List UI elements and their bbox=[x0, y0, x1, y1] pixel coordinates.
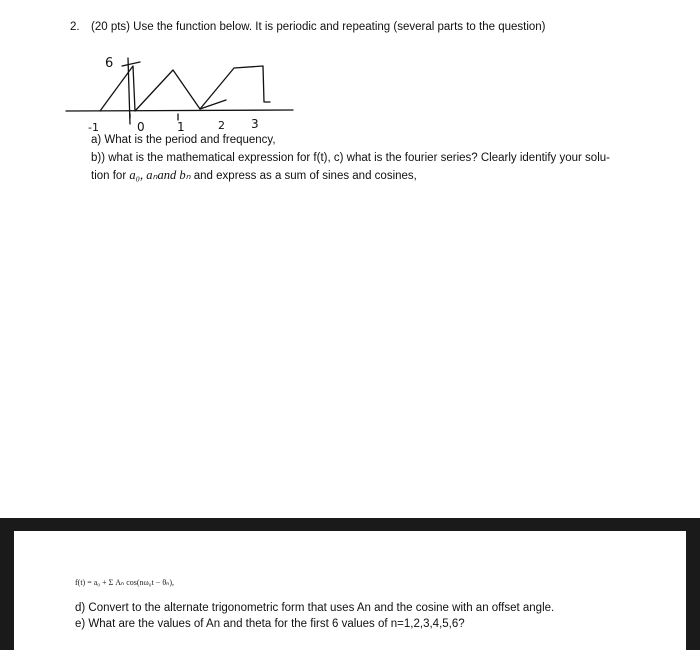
fourier-formula: f(t) = a₀ + Σ Aₙ cos(nω₀t − θₙ), bbox=[75, 578, 174, 587]
x-tick-0: 0 bbox=[137, 120, 145, 134]
dark-margin-right bbox=[686, 518, 700, 650]
coefficients-math: a₀, aₙand bₙ bbox=[129, 168, 191, 182]
part-a-text: a) What is the period and frequency, bbox=[91, 134, 276, 146]
part-b-text-line2 bbox=[91, 167, 417, 183]
part-d-text: d) Convert to the alternate trigonometric form that uses An and the cosine with an offset angle. bbox=[75, 602, 555, 614]
document-page-bottom bbox=[14, 531, 686, 650]
part-e-text: e) What are the values of An and theta for the first 6 values of n=1,2,3,4,5,6? bbox=[75, 618, 465, 630]
part-b-post: and express as a sum of sines and cosines, bbox=[193, 170, 417, 182]
waveform bbox=[100, 66, 226, 111]
function-sketch bbox=[58, 40, 308, 140]
x-tick-minus1: -1 bbox=[88, 121, 99, 134]
question-intro: (20 pts) Use the function below. It is periodic and repeating (several parts to the question) bbox=[91, 21, 546, 33]
x-tick-3: 3 bbox=[251, 117, 259, 131]
x-tick-1: 1 bbox=[177, 120, 185, 134]
question-number: 2. bbox=[70, 21, 80, 33]
y-label-6: 6 bbox=[105, 56, 114, 71]
waveform-upper bbox=[200, 66, 270, 109]
dark-margin-left bbox=[0, 518, 14, 650]
page-divider bbox=[0, 518, 700, 531]
part-b-pre: tion for bbox=[91, 170, 127, 182]
part-b-text-line1: b)) what is the mathematical expression for f(t), c) what is the fourier series? Clearly identify your solu- bbox=[91, 152, 610, 164]
x-tick-2: 2 bbox=[218, 119, 225, 132]
